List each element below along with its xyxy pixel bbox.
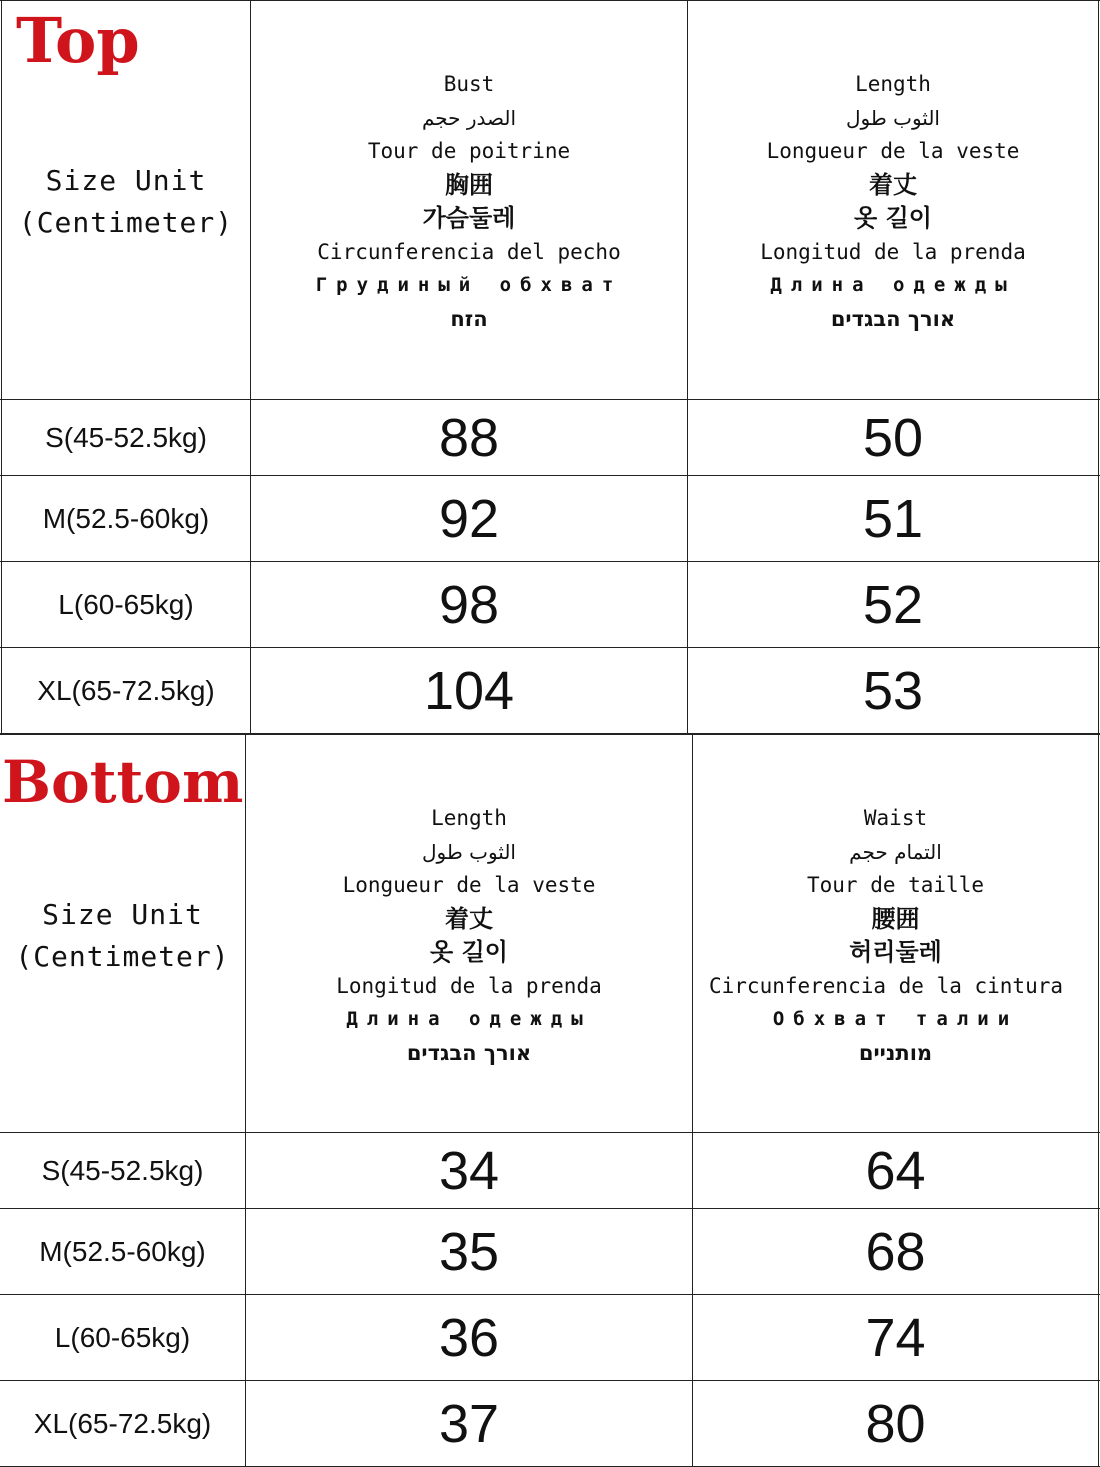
header-ar: التمام حجم — [849, 839, 942, 864]
header-ru: Грудиный обхват — [315, 274, 623, 296]
length-value: 37 — [438, 1393, 500, 1454]
size-unit-cm: (Centimeter) — [18, 206, 234, 239]
top-length-header — [688, 68, 1098, 336]
header-ar: الثوب طول — [422, 839, 516, 864]
length-value: 36 — [438, 1307, 500, 1368]
size-unit-label — [2, 160, 250, 244]
header-he: הזח — [450, 306, 488, 331]
header-he: מותניים — [858, 1040, 933, 1065]
header-ko: 허리둘레 — [849, 938, 942, 966]
bust-header — [251, 68, 687, 336]
size-label: XL(65-72.5kg) — [37, 674, 215, 706]
bust-value: 92 — [438, 488, 500, 549]
length-value: 35 — [438, 1221, 500, 1282]
length-value: 53 — [862, 660, 924, 721]
header-ja: 胸囲 — [445, 170, 493, 199]
bust-value: 88 — [438, 407, 500, 468]
header-fr: Longueur de la veste — [342, 873, 596, 897]
header-fr: Tour de taille — [806, 873, 984, 897]
length-value: 52 — [862, 574, 924, 635]
size-label: M(52.5-60kg) — [42, 502, 210, 534]
waist-value: 68 — [865, 1221, 926, 1282]
length-value: 34 — [438, 1140, 500, 1201]
header-es: Longitud de la prenda — [336, 973, 602, 998]
size-unit-cm: (Centimeter) — [15, 940, 230, 973]
size-unit-label — [0, 894, 245, 978]
length-value: 51 — [862, 488, 924, 549]
header-ja: 着丈 — [869, 170, 917, 199]
bust-value: 104 — [423, 660, 515, 721]
size-label: S(45-52.5kg) — [45, 421, 207, 453]
header-es: Circunferencia de la cintura — [709, 973, 1064, 998]
header-ko: 옷 길이 — [854, 204, 932, 232]
header-en: Bust — [443, 72, 495, 96]
size-label: XL(65-72.5kg) — [33, 1407, 212, 1439]
size-unit-text: Size Unit — [42, 898, 203, 931]
header-fr: Tour de poitrine — [367, 139, 571, 163]
header-ko: 가슴둘레 — [422, 204, 516, 232]
bottom-length-header — [246, 802, 692, 1070]
header-ru: Обхват талии — [772, 1008, 1019, 1030]
header-ru: Длина одежды — [770, 274, 1016, 296]
header-he: אורך הבגדים — [406, 1040, 532, 1065]
size-label: L(60-65kg) — [58, 588, 194, 620]
size-label: M(52.5-60kg) — [39, 1235, 206, 1267]
size-label: S(45-52.5kg) — [41, 1154, 204, 1186]
header-fr: Longueur de la veste — [766, 139, 1020, 163]
header-ja: 着丈 — [445, 904, 493, 933]
bottom-section-title: Bottom — [2, 748, 244, 816]
header-ru: Длина одежды — [346, 1008, 592, 1030]
waist-value: 74 — [865, 1307, 926, 1368]
waist-value: 64 — [865, 1140, 926, 1201]
header-es: Longitud de la prenda — [760, 239, 1026, 264]
header-en: Length — [431, 806, 507, 830]
size-unit-text: Size Unit — [45, 164, 207, 197]
length-value: 50 — [862, 407, 924, 468]
header-es: Circunferencia del pecho — [317, 239, 621, 264]
size-label: L(60-65kg) — [54, 1321, 191, 1353]
waist-header — [693, 802, 1098, 1070]
header-ar: الصدر حجم — [421, 105, 517, 130]
header-ja: 腰囲 — [871, 904, 920, 933]
top-section-title: Top — [16, 4, 140, 77]
header-en: Length — [855, 72, 931, 96]
bust-value: 98 — [438, 574, 500, 635]
header-ar: الثوب طول — [846, 105, 940, 130]
header-en: Waist — [863, 806, 928, 830]
waist-value: 80 — [865, 1393, 926, 1454]
header-he: אורך הבגדים — [830, 306, 956, 331]
header-ko: 옷 길이 — [430, 938, 508, 966]
